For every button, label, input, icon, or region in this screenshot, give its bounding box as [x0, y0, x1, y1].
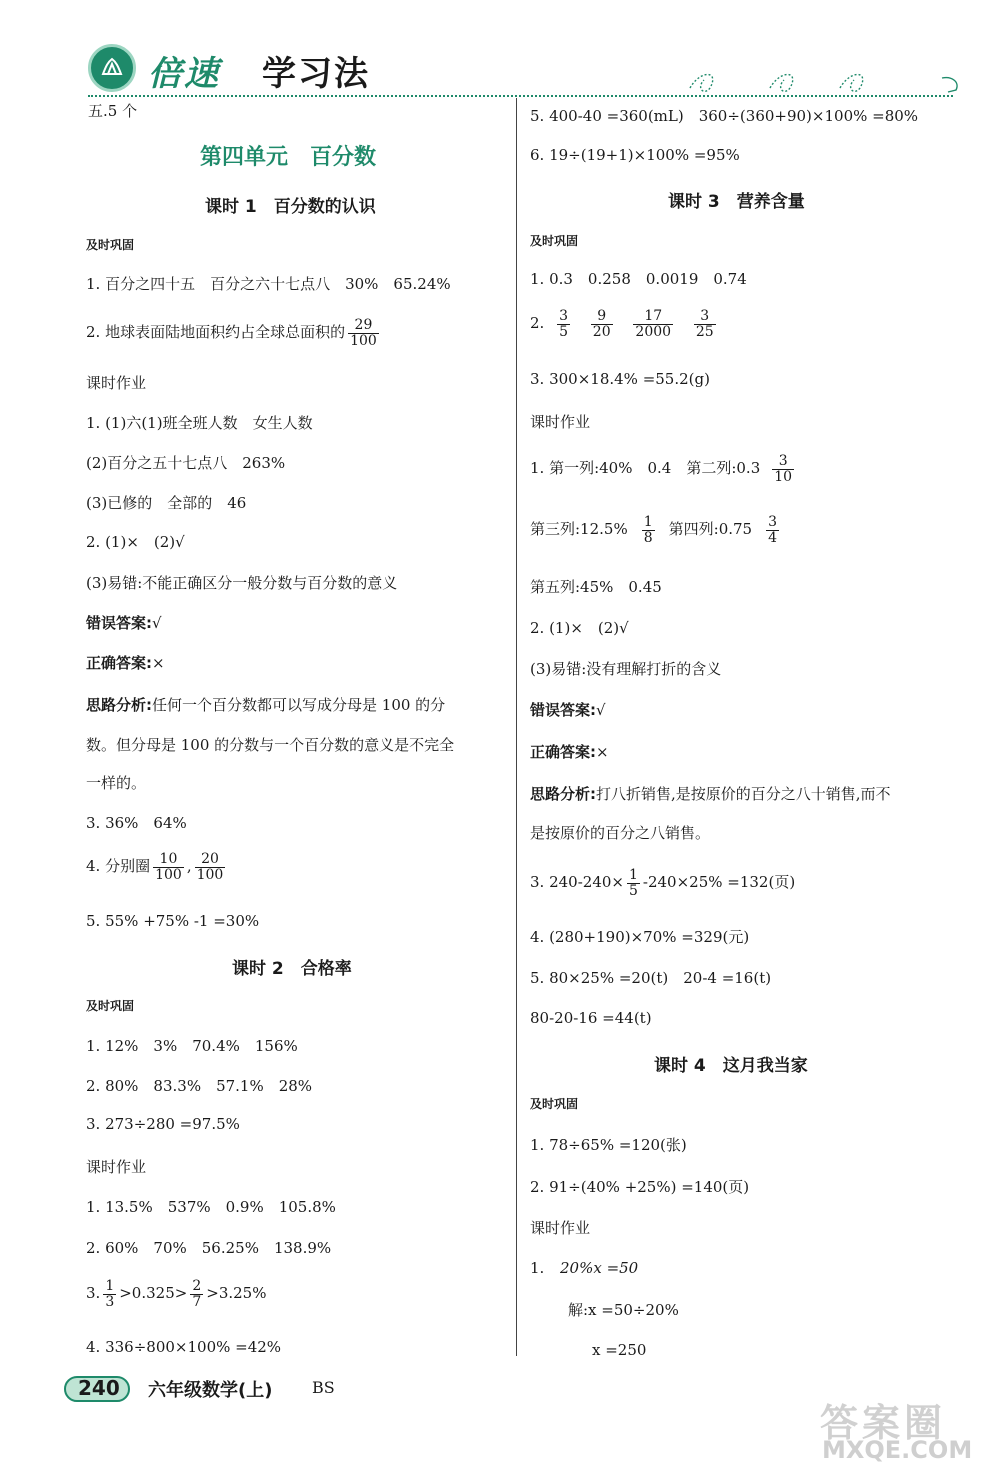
- l3-q2: 2. $\frac{3}{5}$ $\frac{9}{20}$ $\frac{17}{2000}$ $\frac{3}{25}$: [530, 308, 714, 340]
- l3-think-line-2: 是按原价的百分之八销售。: [530, 824, 711, 842]
- logo-icon: [88, 44, 136, 92]
- lesson-3-title: 课时 3 营养含量: [668, 192, 805, 212]
- r-item-6: 6. 19÷(19+1)×100% =95%: [530, 146, 740, 164]
- book-edition: BS: [312, 1378, 335, 1397]
- l3-wrong-answer: 错误答案:√: [530, 701, 606, 719]
- l2-homework-heading: 课时作业: [86, 1158, 147, 1176]
- l3-h2b: (3)易错:没有理解打折的含义: [530, 660, 722, 678]
- lesson-2-title: 课时 2 合格率: [232, 959, 352, 979]
- l1-h1b: (2)百分之五十七点八 263%: [86, 454, 286, 472]
- l1-wrong-answer: 错误答案:√: [86, 614, 162, 632]
- l1-q2: [86, 318, 382, 348]
- l3-h1b: 第三列:12.5% $\frac{1}{8}$ 第四列:0.75 $\frac{3}{4}$: [530, 514, 778, 546]
- l1-h3: 3. 36% 64%: [86, 814, 187, 832]
- l1-q2-text: 2. 地球表面陆地面积约占全球总面积的: [86, 323, 346, 342]
- l3-q2-fraction-4: $\frac{3}{25}$: [695, 308, 714, 340]
- l3-right-answer: 正确答案:×: [530, 743, 609, 761]
- l2-h3: 3. $\frac{1}{3}$ >0.325> $\frac{2}{7}$ >3.25%: [86, 1278, 267, 1310]
- l1-h5: 5. 55% +75% -1 =30%: [86, 912, 260, 930]
- l3-h4: 4. (280+190)×70% =329(元): [530, 928, 750, 946]
- l1-quick-heading: 及时巩固: [86, 238, 135, 252]
- l3-h1c: 第五列:45% 0.45: [530, 578, 662, 596]
- l2-h1: 1. 13.5% 537% 0.9% 105.8%: [86, 1198, 336, 1216]
- watermark-logo: 答案圈: [820, 1401, 947, 1445]
- l2-q3: 3. 273÷280 =97.5%: [86, 1115, 240, 1133]
- l3-quick-heading: 及时巩固: [530, 234, 579, 248]
- l4-q1: 1. 78÷65% =120(张): [530, 1136, 687, 1154]
- l3-q3: 3. 300×18.4% =55.2(g): [530, 370, 710, 388]
- l3-h1b-fraction-1: $\frac{1}{8}$: [643, 514, 653, 546]
- l3-h2a: 2. (1)× (2)√: [530, 619, 629, 637]
- l3-h1b-fraction-2: $\frac{3}{4}$: [768, 514, 778, 546]
- unit-title: 第四单元 百分数: [200, 145, 377, 170]
- l1-homework-heading: 课时作业: [86, 374, 147, 392]
- l1-h2a: 2. (1)× (2)√: [86, 533, 185, 551]
- page-number: 240: [78, 1376, 120, 1400]
- l1-h2b: (3)易错:不能正确区分一般分数与百分数的意义: [86, 574, 398, 592]
- l3-q2-fraction-1: $\frac{3}{5}$: [559, 308, 569, 340]
- lesson-1-title: 课时 1 百分数的认识: [205, 197, 376, 217]
- l4-homework-heading: 课时作业: [530, 1219, 591, 1237]
- l1-h1c: (3)已修的 全部的 46: [86, 494, 247, 512]
- l3-h3-fraction: $\frac{1}{5}$: [628, 867, 638, 899]
- l1-h1a: 1. (1)六(1)班全班人数 女生人数: [86, 414, 313, 432]
- l2-q2: 2. 80% 83.3% 57.1% 28%: [86, 1077, 313, 1095]
- l4-q2: 2. 91÷(40% +25%) =140(页): [530, 1178, 750, 1196]
- l3-q1: 1. 0.3 0.258 0.0019 0.74: [530, 270, 747, 288]
- l2-h4: 4. 336÷800×100% =42%: [86, 1338, 282, 1356]
- l3-h1a: 1. 第一列:40% 0.4 第二列:0.3 $\frac{3}{10}$: [530, 453, 793, 485]
- book-title: 六年级数学(上): [148, 1380, 273, 1401]
- l2-h3-fraction-1: $\frac{1}{3}$: [105, 1278, 115, 1310]
- l4-h1-solution: 解:x =50÷20%: [568, 1301, 679, 1319]
- l1-h4: 4. 分别圈 $\frac{10}{100}$ , $\frac{20}{100}$: [86, 851, 224, 883]
- l3-h3: 3. 240-240× $\frac{1}{5}$ -240×25% =132(页): [530, 867, 796, 899]
- watermark-url: MXQE.COM: [822, 1436, 973, 1464]
- brand-suffix: 学习法: [262, 54, 370, 94]
- l2-q1: 1. 12% 3% 70.4% 156%: [86, 1037, 298, 1055]
- l3-q2-fraction-2: $\frac{9}{20}$: [592, 308, 611, 340]
- l1-think-line-2: 数。但分母是 100 的分数与一个百分数的意义是不完全: [86, 736, 455, 754]
- l1-think-line-1: 思路分析:任何一个百分数都可以写成分母是 100 的分: [86, 696, 446, 714]
- book-emblem-icon: [100, 56, 124, 80]
- l3-homework-heading: 课时作业: [530, 413, 591, 431]
- l1-q1: 1. 百分之四十五 百分之六十七点八 30% 65.24%: [86, 275, 451, 293]
- l4-quick-heading: 及时巩固: [530, 1097, 579, 1111]
- l2-h3-fraction-2: $\frac{2}{7}$: [192, 1278, 202, 1310]
- r-item-5: 5. 400-40 =360(mL) 360÷(360+90)×100% =80%: [530, 107, 919, 125]
- l1-think-line-3: 一样的。: [86, 774, 147, 792]
- l1-q2-fraction: $\frac{29}{100}$: [350, 317, 377, 349]
- l2-h2: 2. 60% 70% 56.25% 138.9%: [86, 1239, 332, 1257]
- l3-h1a-fraction: $\frac{3}{10}$: [774, 453, 793, 485]
- l4-h1-equation: 20%x =50: [560, 1259, 639, 1277]
- top-line-answer: 五.5 个: [88, 102, 138, 120]
- l1-right-answer: 正确答案:×: [86, 654, 165, 672]
- brand-name: 倍速: [148, 54, 220, 94]
- l1-h4-fraction-1: $\frac{10}{100}$: [155, 851, 182, 883]
- decorative-swirl-icon: [680, 66, 965, 98]
- column-divider: [516, 98, 517, 1356]
- l2-quick-heading: 及时巩固: [86, 999, 135, 1013]
- l4-h1-lead: 1.: [530, 1259, 545, 1277]
- l1-h4-fraction-2: $\frac{20}{100}$: [196, 851, 224, 883]
- l3-think-line-1: 思路分析:打八折销售,是按原价的百分之八十销售,而不: [530, 785, 891, 803]
- l4-h1-result: x =250: [592, 1341, 647, 1359]
- header-divider: [88, 95, 953, 97]
- lesson-4-title: 课时 4 这月我当家: [654, 1056, 808, 1076]
- l3-h5b: 80-20-16 =44(t): [530, 1009, 652, 1027]
- l3-q2-fraction-3: $\frac{17}{2000}$: [635, 308, 672, 340]
- l3-h5a: 5. 80×25% =20(t) 20-4 =16(t): [530, 969, 772, 987]
